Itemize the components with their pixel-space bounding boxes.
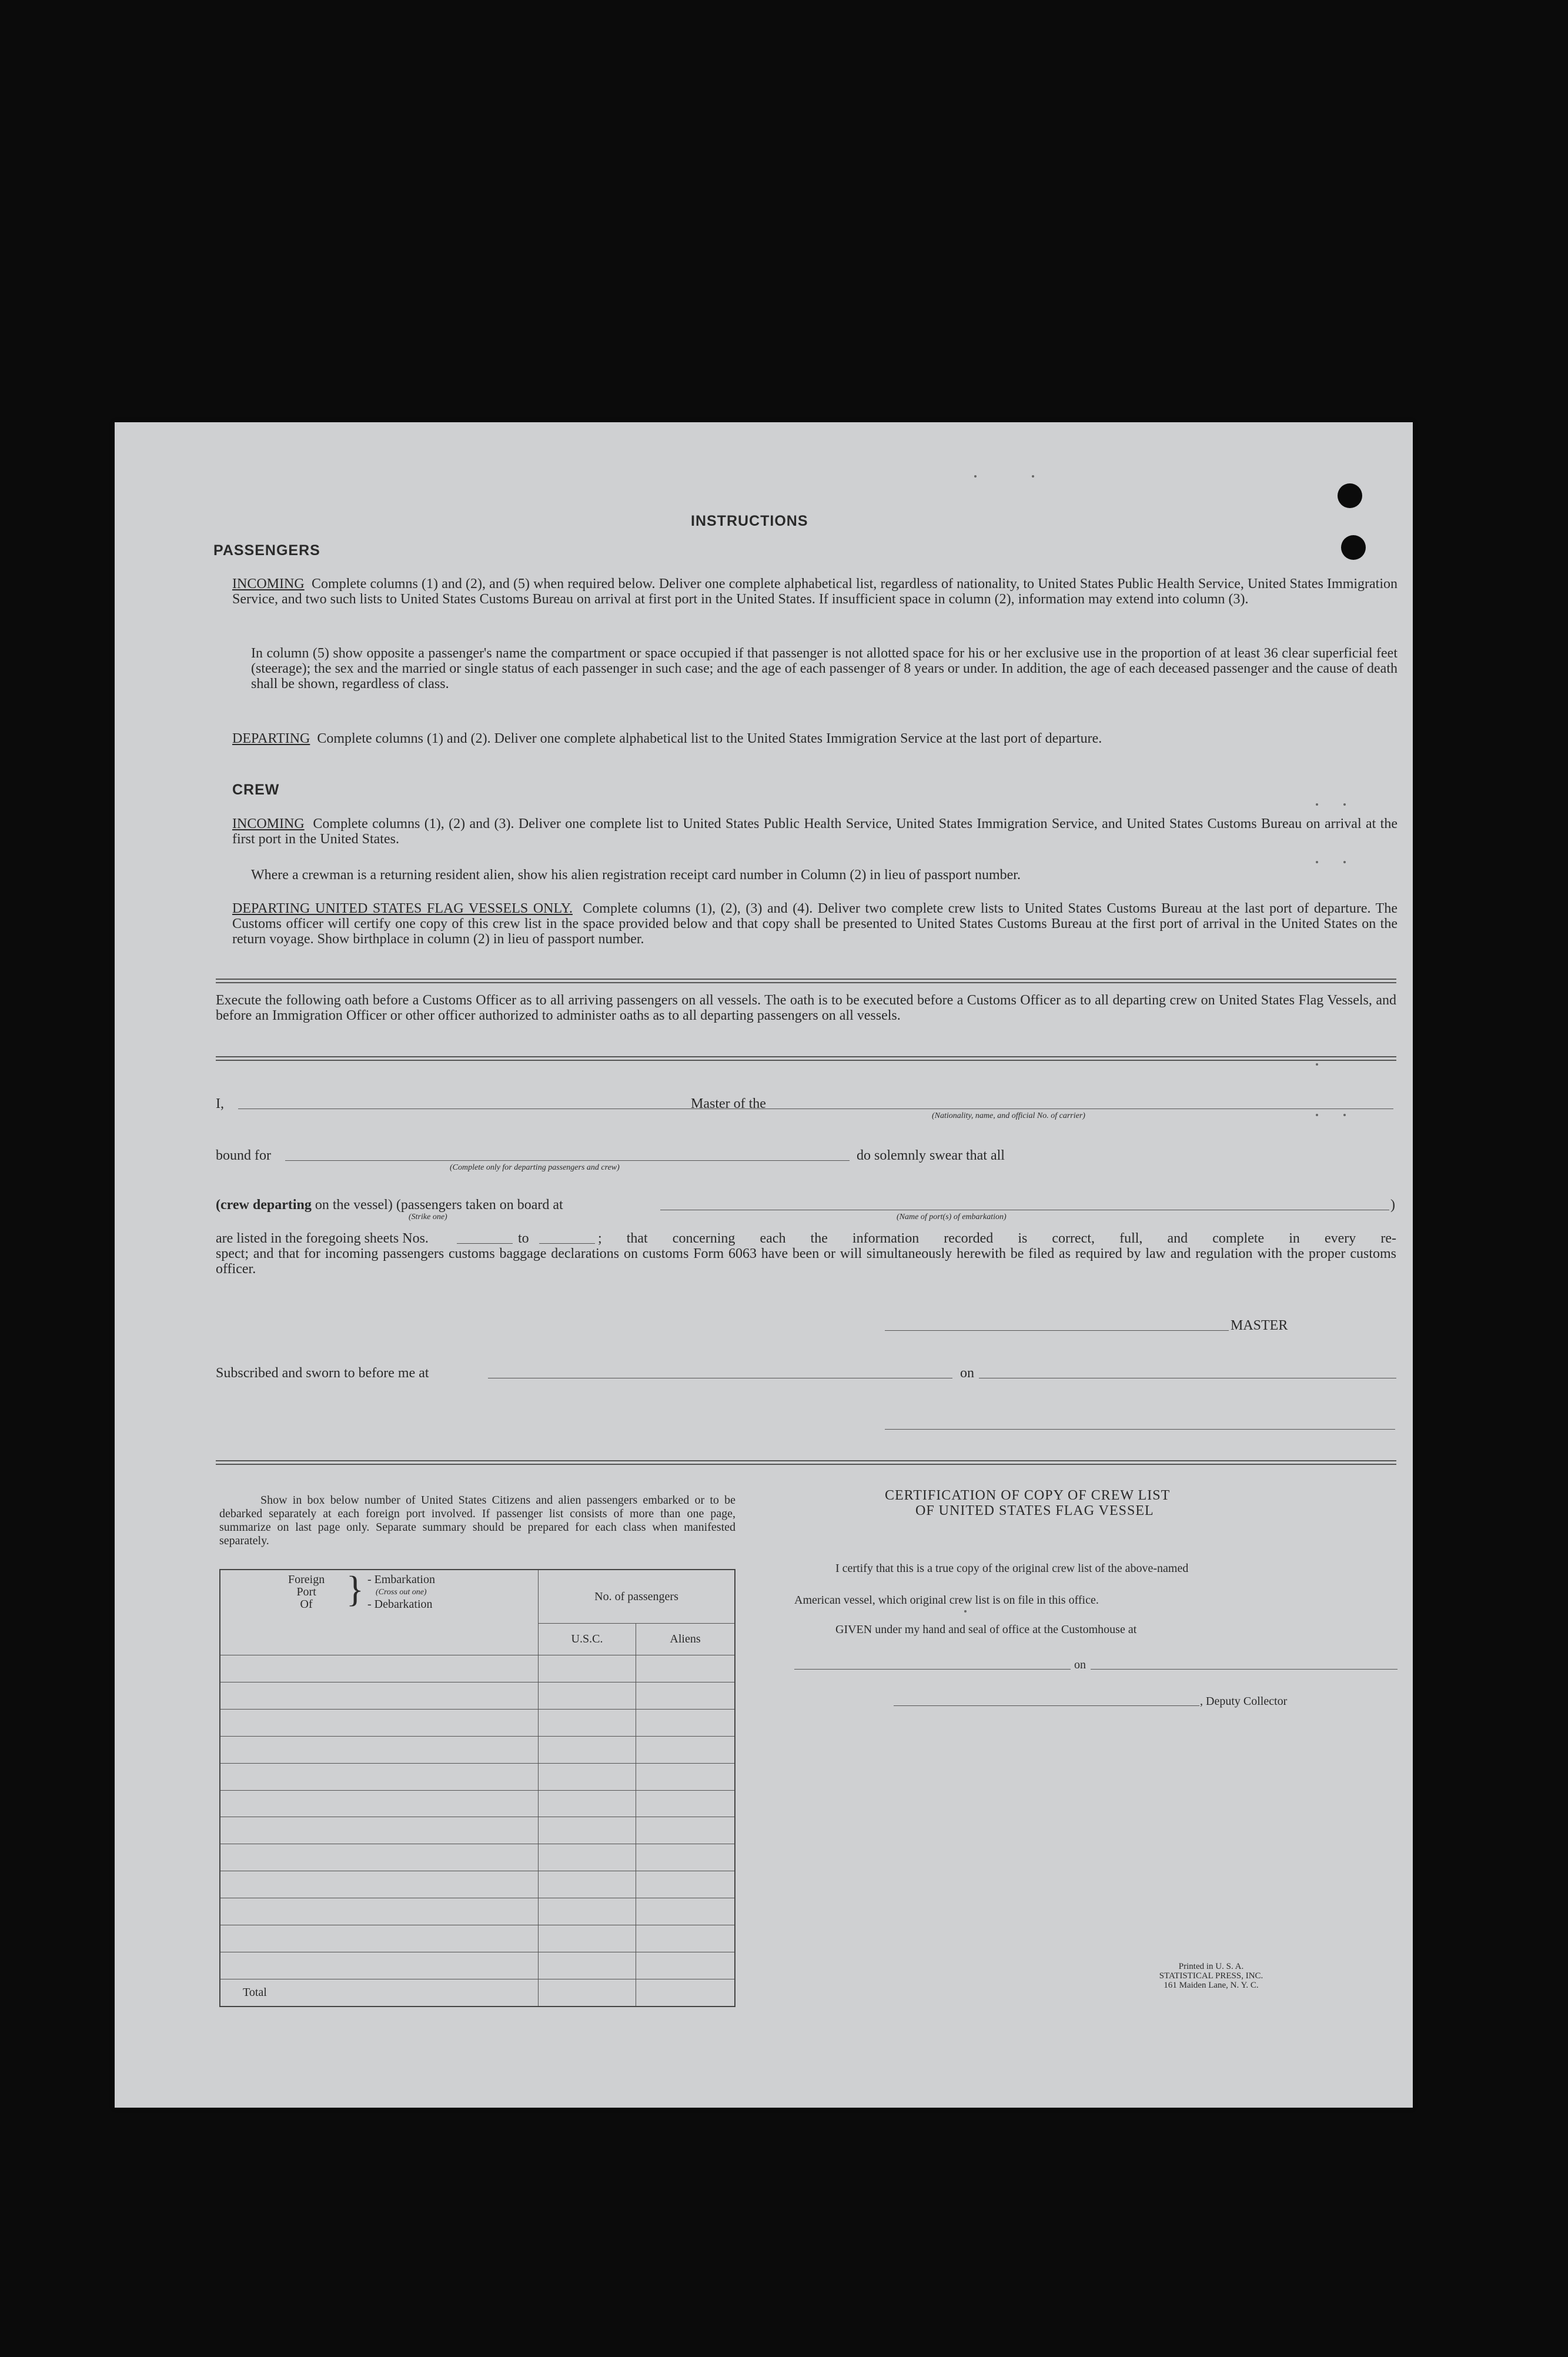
usc-cell[interactable] [539, 1655, 636, 1682]
i-label: I, [216, 1096, 224, 1111]
cert-date-field[interactable] [1091, 1669, 1398, 1670]
sheet-from-field[interactable] [457, 1243, 513, 1244]
carrier-caption: (Nationality, name, and official No. of carrier) [932, 1111, 1085, 1120]
crew-incoming-label: INCOMING [232, 816, 305, 832]
total-label: Total [220, 1979, 539, 2007]
crew-incoming-paragraph [232, 816, 1398, 847]
aliens-cell[interactable] [636, 1925, 735, 1952]
aliens-cell[interactable] [636, 1952, 735, 1979]
aliens-cell[interactable] [636, 1817, 735, 1844]
scan-speck [1343, 803, 1346, 806]
port-cell[interactable] [220, 1898, 539, 1925]
master-label: MASTER [1231, 1318, 1288, 1333]
of-word: Of [300, 1598, 313, 1611]
usc-cell[interactable] [539, 1898, 636, 1925]
aliens-cell[interactable] [636, 1763, 735, 1790]
pass-incoming-label: INCOMING [232, 576, 305, 592]
foreign-word: Foreign [288, 1573, 325, 1586]
listed-text-1: are listed in the foregoing sheets Nos. [216, 1231, 429, 1246]
crew-resident-text: Where a crewman is a returning resident alien, show his alien registration receipt card number in Column (2) in lieu of passport number. [251, 867, 1021, 883]
usc-cell[interactable] [539, 1709, 636, 1736]
swear-label: do solemnly swear that all [857, 1148, 1005, 1163]
officer-signature-field[interactable] [885, 1429, 1395, 1430]
usc-header: U.S.C. [539, 1624, 636, 1655]
aliens-cell[interactable] [636, 1682, 735, 1709]
cert-text-1: I certify that this is a true copy of the original crew list of the above-named [835, 1562, 1189, 1575]
port-cell[interactable] [220, 1817, 539, 1844]
scan-speck [1316, 1114, 1318, 1116]
usc-cell[interactable] [539, 1871, 636, 1898]
aliens-cell[interactable] [636, 1898, 735, 1925]
port-cell[interactable] [220, 1736, 539, 1763]
aliens-header: Aliens [636, 1624, 735, 1655]
scan-speck [974, 475, 977, 478]
printer-imprint [1114, 1962, 1308, 1990]
on-vessel-text: on the vessel) [315, 1197, 393, 1213]
port-word: Port [296, 1585, 316, 1598]
brace-icon: } [346, 1570, 364, 1610]
crew-departing-label: DEPARTING UNITED STATES FLAG VESSELS ONLY. [232, 901, 573, 916]
table-row [220, 1844, 735, 1871]
total-usc-cell[interactable] [539, 1979, 636, 2007]
passenger-summary-table [219, 1569, 735, 2007]
aliens-cell[interactable] [636, 1844, 735, 1871]
instructions-title: INSTRUCTIONS [691, 513, 808, 529]
total-aliens-cell[interactable] [636, 1979, 735, 2007]
table-row [220, 1709, 735, 1736]
port-header-cell [220, 1570, 539, 1655]
table-row [220, 1655, 735, 1682]
divider-double-2 [216, 1056, 1396, 1061]
bound-for-caption: (Complete only for departing passengers and crew) [450, 1163, 620, 1172]
table-row [220, 1871, 735, 1898]
table-row [220, 1736, 735, 1763]
scan-speck [1316, 1063, 1318, 1066]
aliens-cell[interactable] [636, 1790, 735, 1817]
sheet-to-field[interactable] [539, 1243, 595, 1244]
usc-cell[interactable] [539, 1925, 636, 1952]
subscribed-label: Subscribed and sworn to before me at [216, 1366, 429, 1381]
binder-hole-top [1338, 483, 1362, 508]
scan-speck [1032, 475, 1034, 478]
port-cell[interactable] [220, 1871, 539, 1898]
cert-title-2: OF UNITED STATES FLAG VESSEL [915, 1503, 1154, 1518]
ports-caption: (Name of port(s) of embarkation) [897, 1213, 1007, 1221]
listed-to: to [518, 1231, 529, 1246]
scan-speck [1343, 1114, 1346, 1116]
table-row [220, 1682, 735, 1709]
usc-cell[interactable] [539, 1952, 636, 1979]
form-sheet [115, 422, 1413, 2108]
pass-departing-text: Complete columns (1) and (2). Deliver one complete alphabetical list to the United States Immigration Service at the last port of departure. [317, 731, 1102, 746]
table-row [220, 1952, 735, 1979]
crew-departing-text: Complete columns (1), (2), (3) and (4). Deliver two complete crew lists to United States Customs Bureau at the last port of departure. The Customs officer will certify one copy of this crew list in the space provided below and that copy shall be presented to United States Customs Bureau at the first port of arrival in the United States on the return voyage. Show birthplace in column (2) in lieu of passport number. [232, 901, 1398, 947]
port-cell[interactable] [220, 1709, 539, 1736]
listed-text-3: spect; and that for incoming passengers customs baggage declarations on customs Form 6063 have been or will simultaneously herewith be filed as required by law and regulation with the proper customs officer. [216, 1246, 1396, 1277]
divider-double-3 [216, 1460, 1396, 1465]
pass-departing-paragraph [232, 731, 1398, 746]
crew-departing-bold: (crew departing [216, 1197, 312, 1213]
cert-on-label: on [1074, 1658, 1086, 1671]
cert-text-2: American vessel, which original crew list is on file in this office. [794, 1594, 1099, 1607]
usc-cell[interactable] [539, 1682, 636, 1709]
debarkation-option[interactable]: - Debarkation [367, 1598, 433, 1611]
cert-given: GIVEN under my hand and seal of office at the Customhouse at [835, 1623, 1137, 1636]
port-cell[interactable] [220, 1790, 539, 1817]
listed-line-1 [216, 1231, 429, 1246]
master-signature-field[interactable] [885, 1330, 1229, 1331]
no-passengers-header: No. of passengers [539, 1570, 735, 1624]
customhouse-field[interactable] [794, 1669, 1071, 1670]
table-row [220, 1763, 735, 1790]
total-row [220, 1979, 735, 2007]
aliens-cell[interactable] [636, 1871, 735, 1898]
table-row [220, 1790, 735, 1817]
master-of-label: Master of the [691, 1096, 766, 1111]
cross-out-caption: (Cross out one) [376, 1588, 427, 1597]
printer-line-2: STATISTICAL PRESS, INC. [1159, 1971, 1263, 1981]
table-row [220, 1817, 735, 1844]
deputy-signature-field[interactable] [894, 1705, 1199, 1706]
port-cell[interactable] [220, 1952, 539, 1979]
crew-incoming-text: Complete columns (1), (2) and (3). Deliver one complete list to United States Public Health Service, United States Immigration Service, and United States Customs Bureau on arrival at the first port in the United States. [232, 816, 1398, 847]
crew-departing-paragraph [232, 901, 1398, 947]
crew-heading: CREW [232, 782, 280, 798]
binder-hole-bottom [1341, 535, 1366, 560]
aliens-cell[interactable] [636, 1736, 735, 1763]
scan-speck [1316, 803, 1318, 806]
pass-incoming-text: Complete columns (1) and (2), and (5) when required below. Deliver one complete alphabetical list, regardless of nationality, to United States Public Health Service, United States Immigration Service, and two such lists to United States Customs Bureau on arrival at first port in the United States. If insufficient space in column (2), information may extend into column (3). [232, 576, 1398, 607]
printer-line-3: 161 Maiden Lane, N. Y. C. [1164, 1981, 1259, 1990]
oath-preamble: Execute the following oath before a Customs Officer as to all arriving passengers on all vessels. The oath is to be executed before a Customs Officer as to all departing crew on United States Flag Vessels, and before an Immigration Officer or other officer authorized to administer oaths as to all departing passengers on all vessels. [216, 993, 1396, 1023]
usc-cell[interactable] [539, 1790, 636, 1817]
port-cell[interactable] [220, 1682, 539, 1709]
port-cell[interactable] [220, 1655, 539, 1682]
usc-cell[interactable] [539, 1817, 636, 1844]
port-cell[interactable] [220, 1844, 539, 1871]
subscribed-on-label: on [960, 1366, 974, 1381]
crew-departing-line [216, 1197, 563, 1213]
usc-cell[interactable] [539, 1763, 636, 1790]
deputy-collector-label: , Deputy Collector [1200, 1695, 1288, 1708]
usc-cell[interactable] [539, 1844, 636, 1871]
usc-cell[interactable] [539, 1736, 636, 1763]
aliens-cell[interactable] [636, 1655, 735, 1682]
embarkation-option[interactable]: - Embarkation [367, 1573, 435, 1586]
cert-title-1: CERTIFICATION OF COPY OF CREW LIST [885, 1488, 1171, 1503]
close-paren: ) [1390, 1197, 1395, 1213]
pass-col5-text: In column (5) show opposite a passenger's name the compartment or space occupied if that passenger is not allotted space for his or her exclusive use in the proportion of at least 36 clear superficial feet (steerage); the sex and the married or single status of each passenger in such case; and the age of each passenger of 8 years or under. In addition, the age of each deceased passenger and the cause of death shall be shown, regardless of class. [251, 646, 1398, 692]
port-cell[interactable] [220, 1763, 539, 1790]
printer-line-1: Printed in U. S. A. [1178, 1962, 1244, 1971]
aliens-cell[interactable] [636, 1709, 735, 1736]
scan-speck [1343, 861, 1346, 863]
strike-caption: (Strike one) [409, 1213, 447, 1221]
scan-speck [1316, 861, 1318, 863]
pass-incoming-paragraph [232, 576, 1398, 607]
bound-for-label: bound for [216, 1148, 271, 1163]
passengers-taken-text: (passengers taken on board at [396, 1197, 563, 1213]
table-row [220, 1925, 735, 1952]
passengers-heading: PASSENGERS [213, 542, 320, 559]
port-cell[interactable] [220, 1925, 539, 1952]
summary-intro: Show in box below number of United States Citizens and alien passengers embarked or to be debarked separately at each foreign port involved. If passenger list consists of more than one page, summarize on last page only. Separate summary should be prepared for each class when manifested separately. [219, 1494, 735, 1547]
bound-for-field[interactable] [285, 1160, 850, 1161]
scan-speck [964, 1610, 967, 1612]
listed-text-2: ; that concerning each the information recorded is correct, full, and complete in every re- [598, 1231, 1396, 1246]
divider-double-1 [216, 979, 1396, 983]
table-row [220, 1898, 735, 1925]
pass-departing-label: DEPARTING [232, 731, 310, 746]
